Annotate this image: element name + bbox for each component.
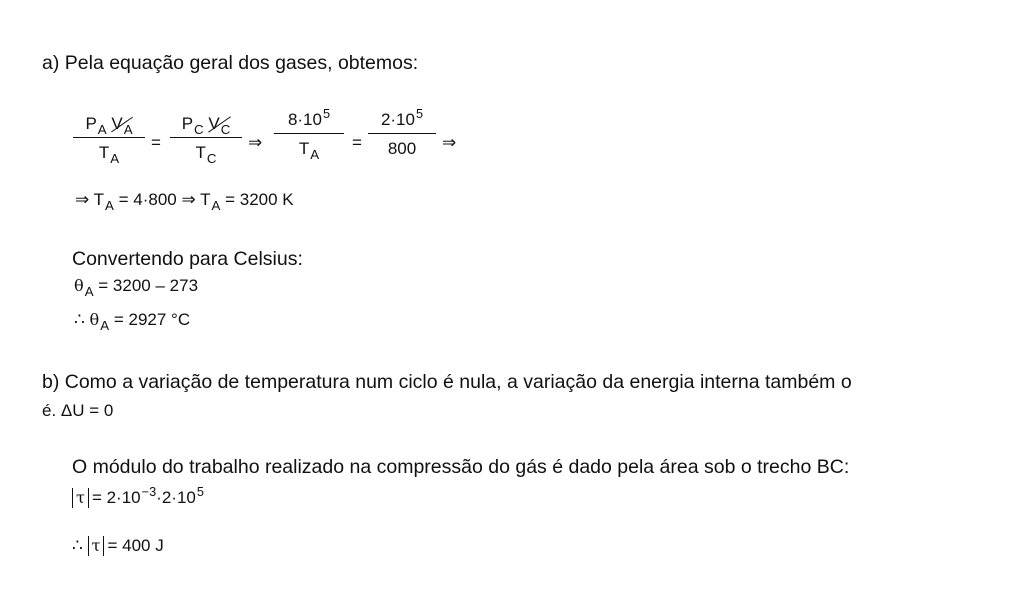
part-a-heading: a) Pela equação geral dos gases, obtemos: (42, 52, 419, 74)
fraction-8e5-over-ta: $8\cdot 10^5$ $T_A$ (274, 110, 344, 159)
equals-sign-1: = (151, 133, 161, 152)
tau-equation-1: $\tau = 2\cdot 10^{-3}\cdot 2\cdot 10^5$ (72, 488, 204, 508)
implies-arrow-2: ⇒ (442, 133, 457, 152)
temperature-a-result: ⇒ $T_A = 4\cdot 800$ ⇒ $T_A = 3200$ K (75, 190, 294, 213)
fraction-2e5-over-800: $2\cdot 10^5$ 800 (368, 110, 436, 159)
implies-arrow-1: ⇒ (248, 133, 263, 152)
cancelled-volume-c: $V_C$ (208, 114, 231, 137)
cancelled-volume-a: $V_A$ (111, 114, 133, 137)
theta-equation-2: ∴ $\theta_A = 2927$ °C (74, 310, 191, 333)
equals-sign-2: = (352, 133, 362, 152)
part-b-line-2: é. ΔU = 0 (42, 401, 114, 420)
part-b-line-1: b) Como a variação de temperatura num ciclo é nula, a variação da energia interna também o (42, 371, 852, 393)
tau-equation-2: ∴ τ = 400 J (72, 536, 164, 555)
fraction-pa-va-over-ta: $P_A$ $V_A$ $T_A$ (73, 114, 145, 163)
theta-equation-1: $\theta_A = 3200 - 273$ (74, 276, 199, 299)
conversion-label: Convertendo para Celsius: (72, 248, 303, 270)
work-label: O módulo do trabalho realizado na compressão do gás é dado pela área sob o trecho BC: (72, 456, 850, 478)
fraction-pc-vc-over-tc: $P_C$ $V_C$ $T_C$ (170, 114, 242, 163)
